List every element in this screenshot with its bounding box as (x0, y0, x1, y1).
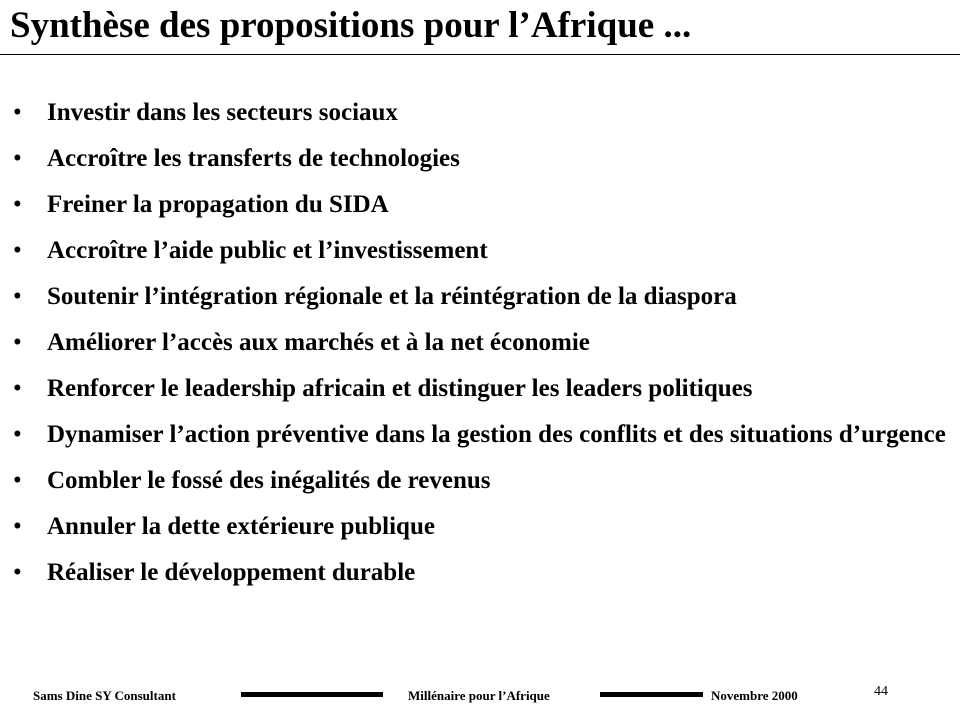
bullet-text: Accroître les transferts de technologies (47, 145, 460, 172)
bullet-text: Renforcer le leadership africain et distinguer les leaders politiques (47, 375, 753, 402)
page-number: 44 (874, 684, 888, 699)
bullet-item (0, 187, 960, 222)
bullet-item (0, 279, 960, 314)
bullet-item (0, 325, 960, 360)
bullet-text: Freiner la propagation du SIDA (47, 191, 389, 218)
slide-footer (0, 684, 960, 708)
bullet-text: Combler le fossé des inégalités de revenus (47, 467, 491, 494)
footer-divider-right (600, 692, 703, 697)
bullet-text: Annuler la dette extérieure publique (47, 513, 435, 540)
bullet-item (0, 141, 960, 176)
bullet-item (0, 463, 960, 498)
bullet-item (0, 417, 960, 452)
bullet-marker: • (13, 467, 22, 494)
bullet-text: Investir dans les secteurs sociaux (47, 99, 398, 126)
bullet-marker: • (13, 375, 22, 402)
bullet-item (0, 233, 960, 268)
bullet-marker: • (13, 559, 22, 586)
bullet-marker: • (13, 329, 22, 356)
bullet-item (0, 371, 960, 406)
bullet-marker: • (13, 191, 22, 218)
bullet-text: Améliorer l’accès aux marchés et à la net économie (47, 329, 590, 356)
bullet-marker: • (13, 513, 22, 540)
bullet-item (0, 555, 960, 590)
bullet-text: Accroître l’aide public et l’investissement (47, 237, 488, 264)
bullet-marker: • (13, 99, 22, 126)
bullet-item (0, 95, 960, 130)
footer-divider-left (241, 692, 383, 697)
bullet-text: Soutenir l’intégration régionale et la réintégration de la diaspora (47, 283, 737, 310)
bullet-list (0, 95, 960, 601)
footer-author: Sams Dine SY Consultant (33, 688, 176, 703)
bullet-marker: • (13, 283, 22, 310)
footer-date: Novembre 2000 (711, 688, 798, 703)
bullet-marker: • (13, 237, 22, 264)
title-underline (0, 54, 960, 55)
bullet-text: Dynamiser l’action préventive dans la gestion des conflits et des situations d’urgence (47, 421, 946, 448)
bullet-marker: • (13, 145, 22, 172)
bullet-marker: • (13, 421, 22, 448)
footer-event: Millénaire pour l’Afrique (408, 688, 550, 703)
bullet-text: Réaliser le développement durable (47, 559, 416, 586)
bullet-item (0, 509, 960, 544)
slide-title: Synthèse des propositions pour l’Afrique ... (10, 5, 692, 46)
